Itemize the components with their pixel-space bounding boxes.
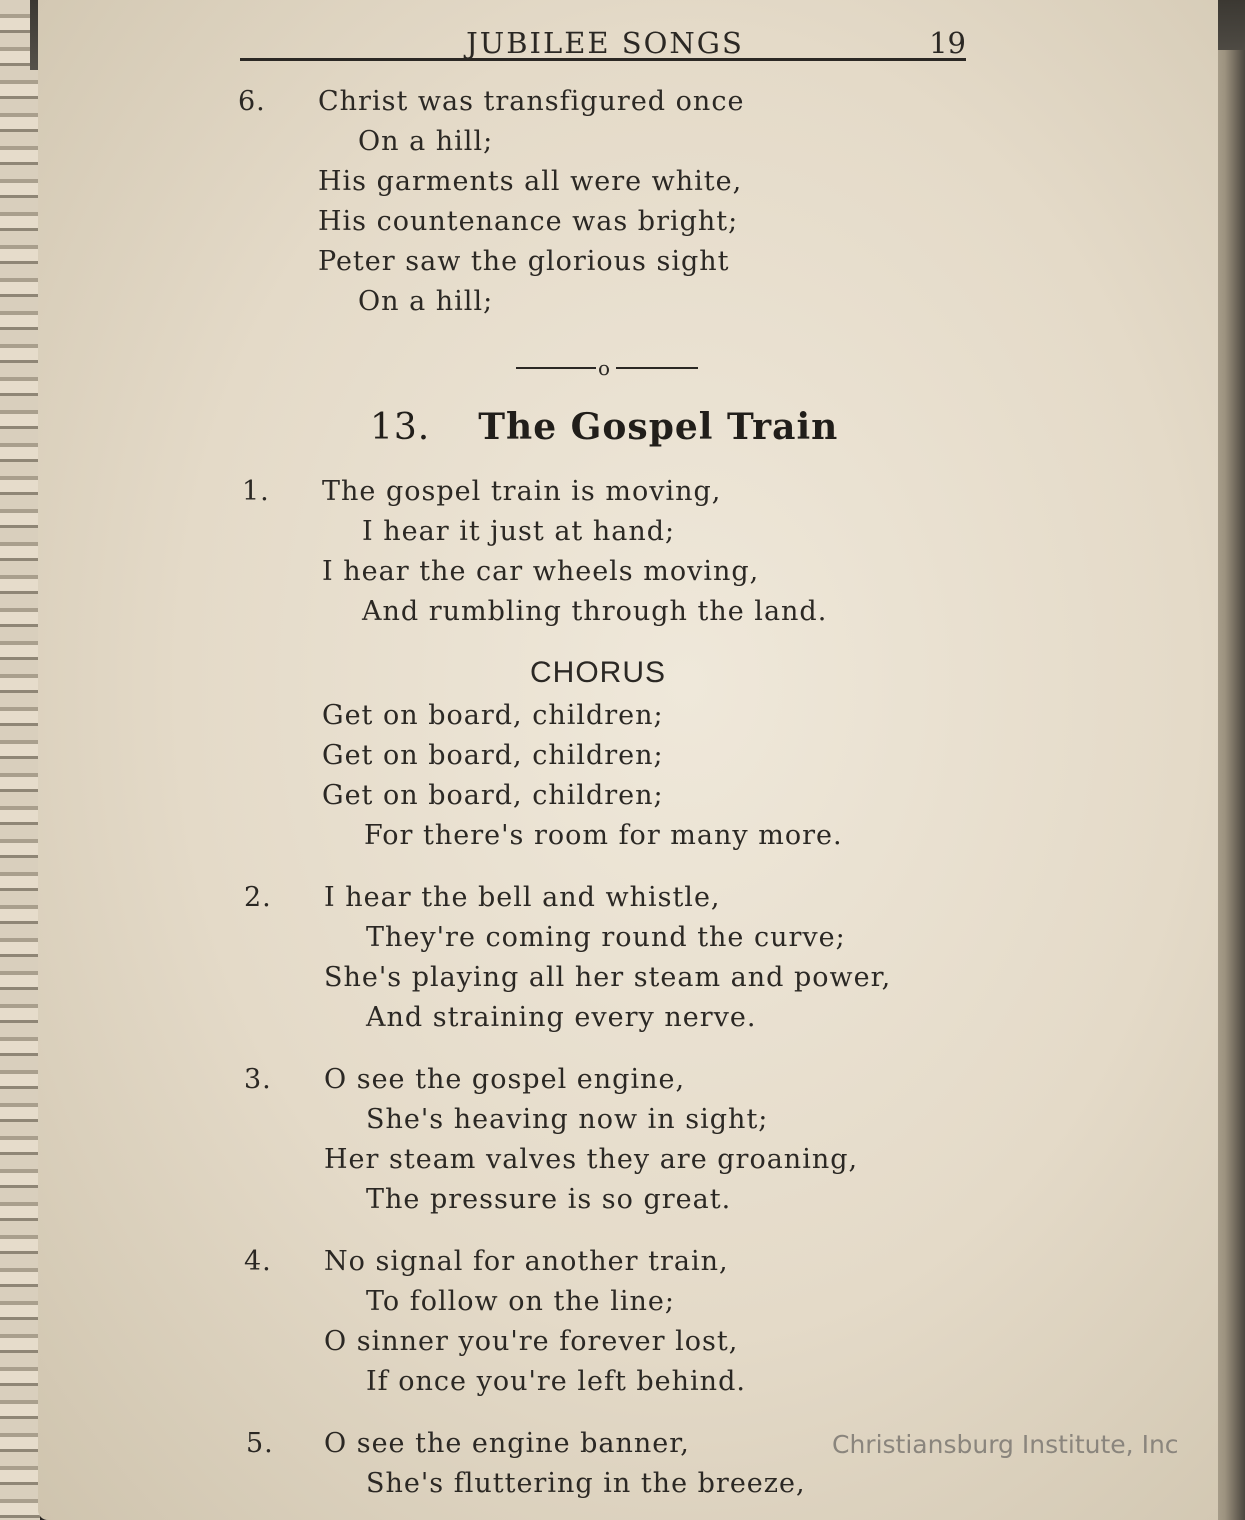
verse-number: 3. <box>244 1064 272 1095</box>
song-title-text: The Gospel Train <box>478 406 839 448</box>
verse-line: They're coming round the curve; <box>366 922 846 953</box>
verse-line: Her steam valves they are groaning, <box>324 1144 859 1175</box>
chorus-label: CHORUS <box>530 656 667 689</box>
verse-line: His garments all were white, <box>318 166 743 197</box>
watermark: Christiansburg Institute, Inc <box>832 1430 1179 1459</box>
chorus-line: For there's room for many more. <box>364 820 843 851</box>
verse-number: 4. <box>244 1246 272 1277</box>
verse-line: I hear the bell and whistle, <box>324 882 721 913</box>
verse-line: I hear the car wheels moving, <box>322 556 760 587</box>
page-header <box>240 12 966 61</box>
divider-rule <box>516 367 596 369</box>
chorus-line: Get on board, children; <box>322 780 664 811</box>
verse-number: 6. <box>238 86 266 117</box>
verse-line: To follow on the line; <box>366 1286 675 1317</box>
divider-rule <box>616 367 698 369</box>
verse-line: On a hill; <box>358 126 494 157</box>
verse-line: If once you're left behind. <box>366 1366 746 1397</box>
verse-line: On a hill; <box>358 286 494 317</box>
chorus-line: Get on board, children; <box>322 740 664 771</box>
song-number: 13. <box>370 407 431 448</box>
verse-line: His countenance was bright; <box>318 206 739 237</box>
verse-line: O see the gospel engine, <box>324 1064 686 1095</box>
running-head: JUBILEE SONGS <box>466 26 744 60</box>
page-number: 19 <box>929 26 966 60</box>
verse-line: Christ was transfigured once <box>318 86 745 117</box>
verse-line: She's fluttering in the breeze, <box>366 1468 806 1499</box>
song-title <box>370 406 838 448</box>
chorus-line: Get on board, children; <box>322 700 664 731</box>
verse-line: O sinner you're forever lost, <box>324 1326 739 1357</box>
verse-line: And straining every nerve. <box>366 1002 757 1033</box>
verse-line: O see the engine banner, <box>324 1428 690 1459</box>
verse-line: The gospel train is moving, <box>322 476 722 507</box>
verse-line: I hear it just at hand; <box>362 516 676 547</box>
verse-number: 5. <box>246 1428 274 1459</box>
verse-line: She's heaving now in sight; <box>366 1104 769 1135</box>
verse-number: 1. <box>242 476 270 507</box>
verse-line: And rumbling through the land. <box>362 596 828 627</box>
verse-line: Peter saw the glorious sight <box>318 246 730 277</box>
verse-line: She's playing all her steam and power, <box>324 962 892 993</box>
verse-number: 2. <box>244 882 272 913</box>
section-divider <box>516 356 698 378</box>
verse-line: No signal for another train, <box>324 1246 729 1277</box>
divider-ornament: o <box>598 356 611 380</box>
verse-line: The pressure is so great. <box>366 1184 732 1215</box>
book-spine <box>0 0 40 1520</box>
